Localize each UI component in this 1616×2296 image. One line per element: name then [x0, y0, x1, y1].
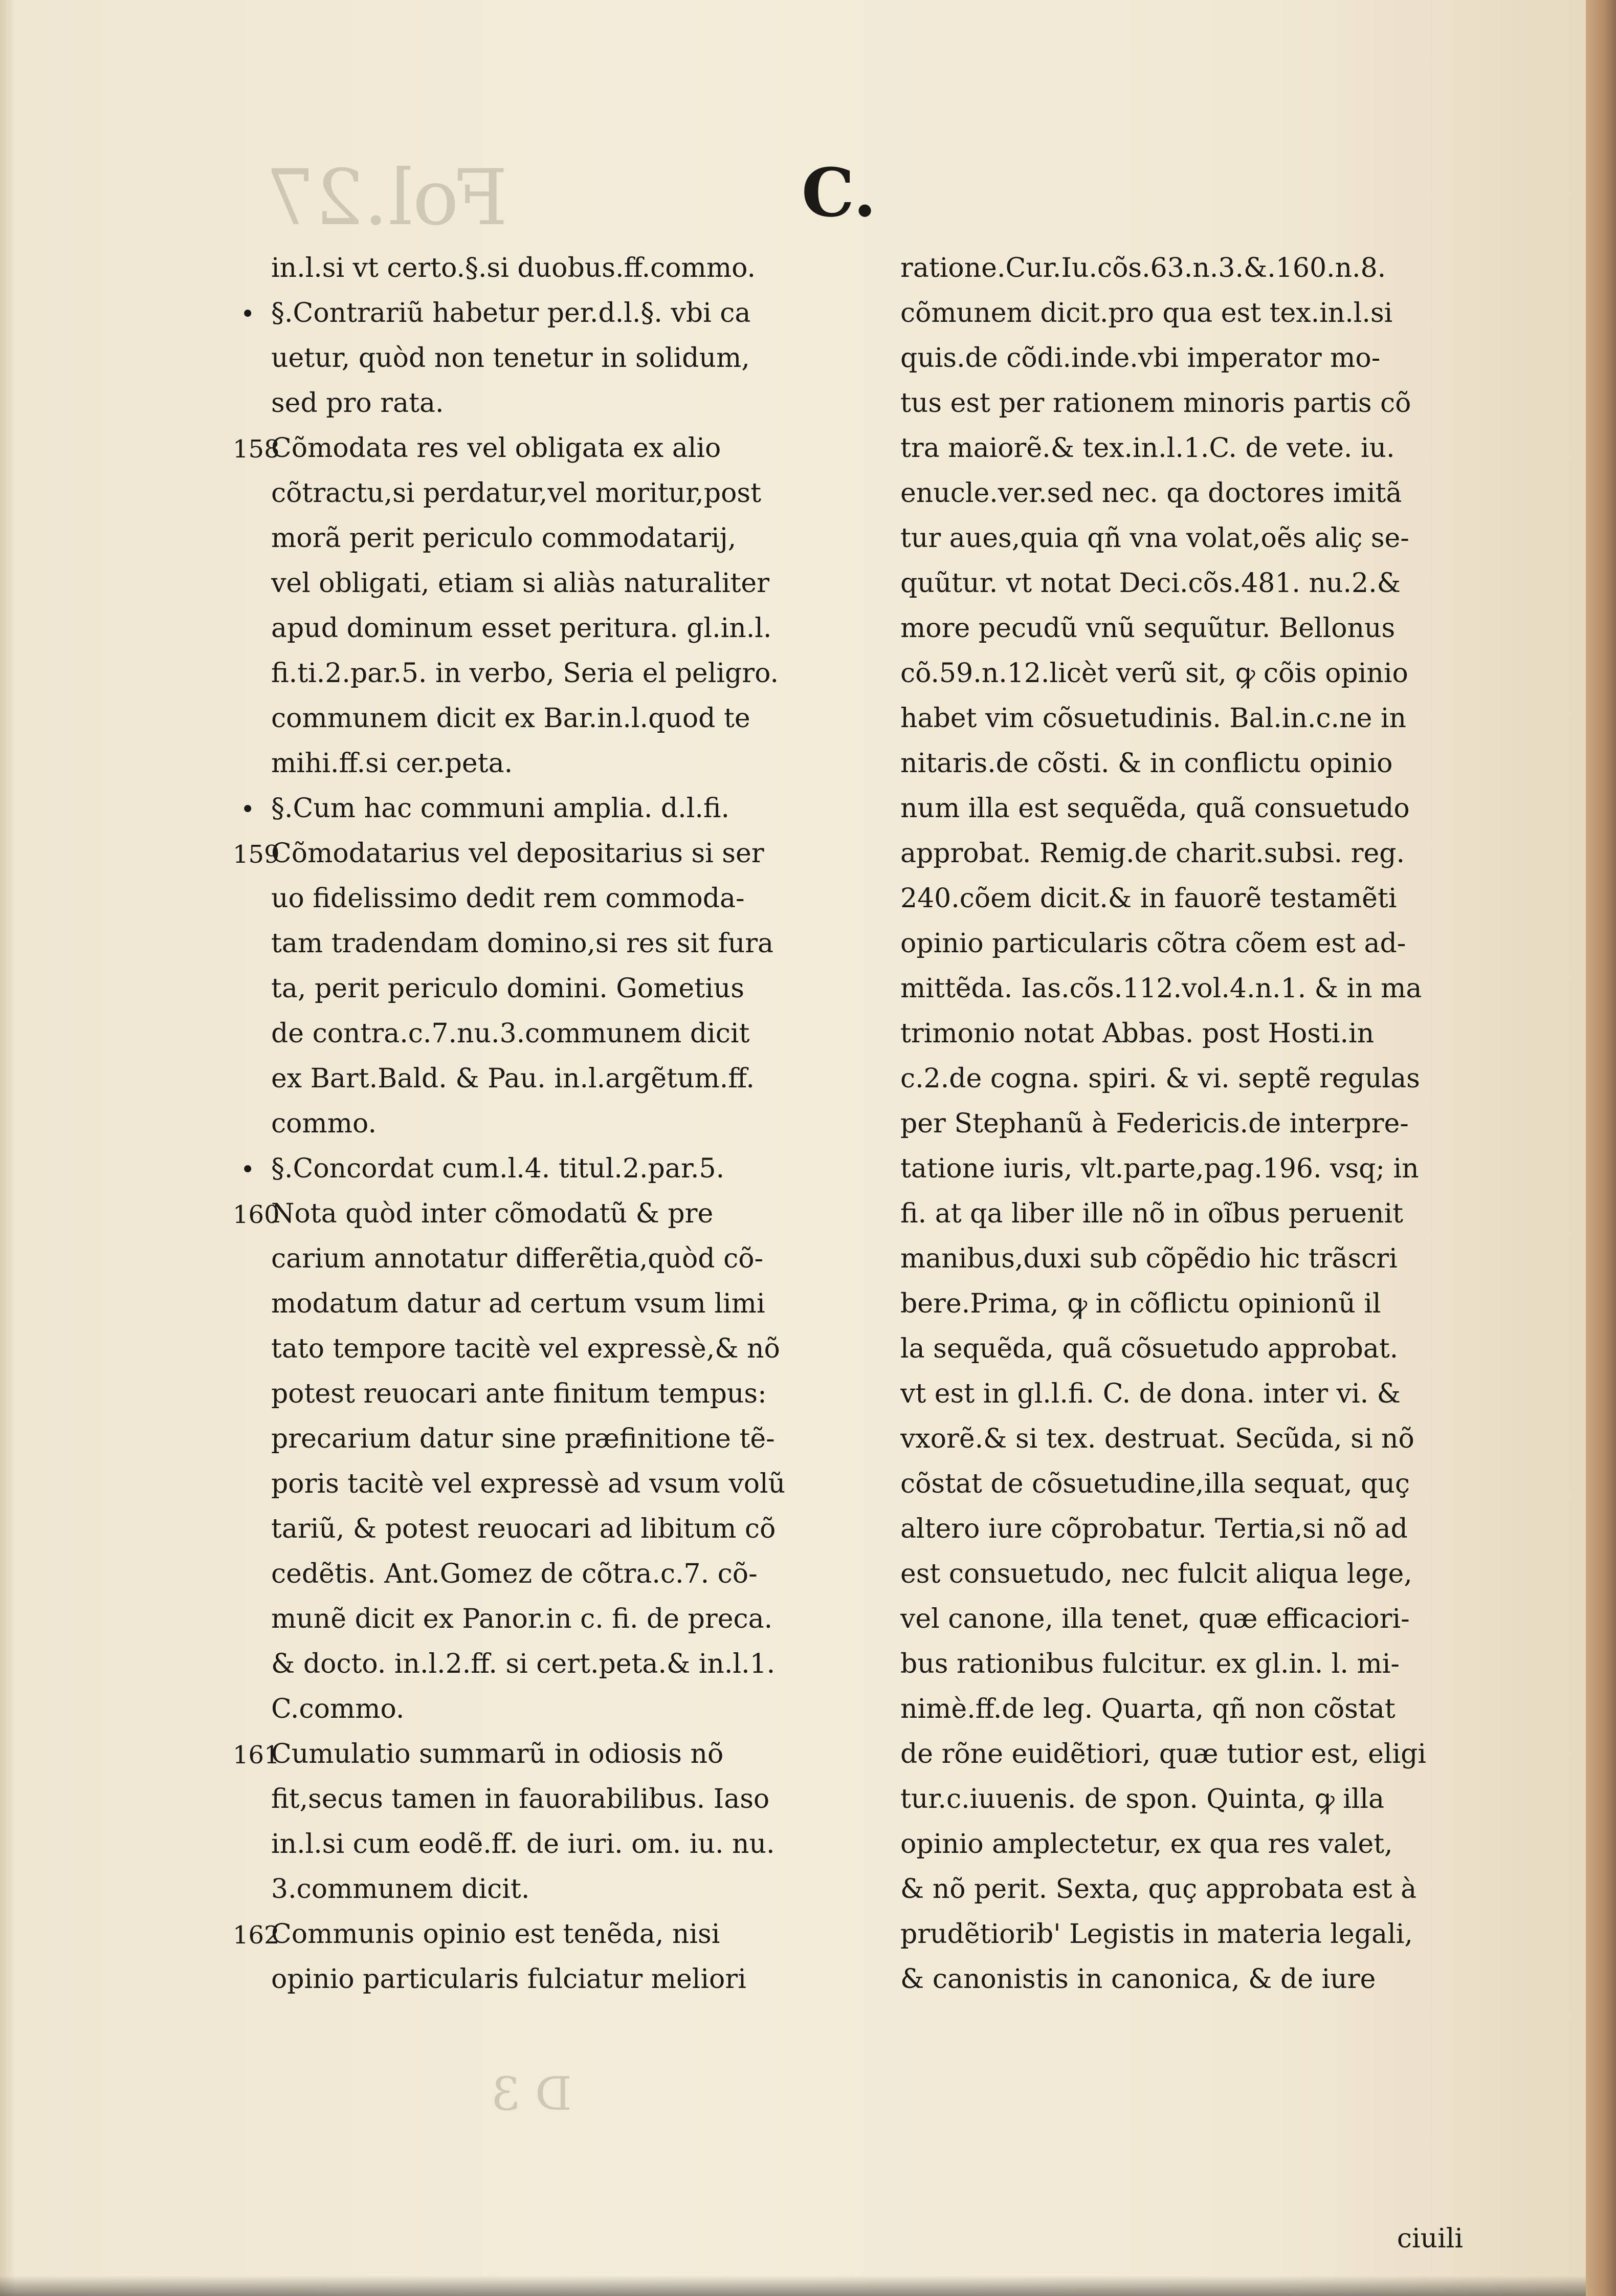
text-line: uetur, quòd non tenetur in solidum,	[271, 343, 750, 374]
text-line: morã perit periculo commodatarij,	[271, 523, 737, 554]
text-line: tra maiorẽ.& tex.in.l.1.C. de vete. iu.	[900, 433, 1395, 464]
entry-number: 162	[233, 1921, 280, 1950]
text-line: 3.communem dicit.	[271, 1874, 530, 1905]
text-line: vt est in gl.l.fi. C. de dona. inter vi. &	[900, 1379, 1401, 1409]
text-line: in.l.si vt certo.§.si duobus.ff.commo.	[271, 253, 756, 283]
text-line: poris tacitè vel expressè ad vsum volũ	[271, 1469, 786, 1499]
text-line: tur aues,quia qñ vna volat,oẽs aliç se-	[900, 523, 1409, 554]
text-line: cõ.59.n.12.licèt verũ sit, ꝙ cõis opinio	[900, 658, 1408, 689]
text-line: c.2.de cogna. spiri. & vi. septẽ regulas	[900, 1063, 1420, 1094]
paragraph-bullet: •	[240, 795, 255, 824]
text-line: altero iure cõprobatur. Tertia,si nõ ad	[900, 1514, 1408, 1544]
text-line: tato tempore tacitè vel expressè,& nõ	[271, 1333, 780, 1364]
text-line: more pecudũ vnũ sequũtur. Bellonus	[900, 613, 1396, 644]
text-line: in.l.si cum eodẽ.ff. de iuri. om. iu. nu.	[271, 1829, 775, 1860]
text-line: habet vim cõsuetudinis. Bal.in.c.ne in	[900, 703, 1406, 734]
text-line: enucle.ver.sed nec. qa doctores imitã	[900, 478, 1402, 509]
text-line: cõmunem dicit.pro qua est tex.in.l.si	[900, 298, 1393, 329]
entry-number: 161	[233, 1741, 280, 1769]
text-line: opinio particularis cõtra cõem est ad-	[900, 928, 1406, 959]
text-line: commo.	[271, 1108, 377, 1139]
text-line: munẽ dicit ex Panor.in c. fi. de preca.	[271, 1604, 773, 1634]
text-line: mittẽda. Ias.cõs.112.vol.4.n.1. & in ma	[900, 973, 1422, 1004]
text-line: §.Cum hac communi amplia. d.l.fi.	[271, 793, 730, 824]
text-line: cedẽtis. Ant.Gomez de cõtra.c.7. cõ-	[271, 1559, 758, 1589]
text-line: fi. at qa liber ille nõ in oĩbus peruenit	[900, 1198, 1403, 1229]
text-line: de contra.c.7.nu.3.communem dicit	[271, 1018, 750, 1049]
text-line: opinio amplectetur, ex qua res valet,	[900, 1829, 1393, 1860]
catchword: ciuili	[1397, 2223, 1463, 2254]
text-line: vxorẽ.& si tex. destruat. Secũda, si nõ	[900, 1424, 1414, 1454]
text-line: per Stephanũ à Federicis.de interpre-	[900, 1108, 1409, 1139]
text-line: bus rationibus fulcitur. ex gl.in. l. mi-	[900, 1649, 1400, 1679]
text-line: vel obligati, etiam si aliàs naturaliter	[271, 568, 770, 599]
text-line: cõtractu,si perdatur,vel moritur,post	[271, 478, 761, 509]
paragraph-bullet: •	[240, 1155, 255, 1184]
text-line: §.Concordat cum.l.4. titul.2.par.5.	[271, 1153, 725, 1184]
text-line: bere.Prima, ꝙ in cõflictu opinionũ il	[900, 1288, 1381, 1319]
signature-mark: C.	[801, 154, 877, 232]
text-line: tariũ, & potest reuocari ad libitum cõ	[271, 1514, 776, 1544]
show-through-signature: D 3	[491, 2067, 572, 2121]
text-line: tus est per rationem minoris partis cõ	[900, 388, 1411, 419]
text-line: ta, perit periculo domini. Gometius	[271, 973, 744, 1004]
text-line: fit,secus tamen in fauorabilibus. Iaso	[271, 1784, 770, 1814]
right-text-column	[900, 246, 1473, 2002]
entry-number: 158	[233, 435, 280, 464]
text-line: Cumulatio summarũ in odiosis nõ	[271, 1739, 724, 1769]
text-line: uo fidelissimo dedit rem commoda-	[271, 883, 745, 914]
text-line: nimè.ff.de leg. Quarta, qñ non cõstat	[900, 1694, 1396, 1724]
text-line: §.Contrariũ habetur per.d.l.§. vbi ca	[271, 298, 751, 329]
entry-number: 160	[233, 1200, 280, 1229]
text-line: trimonio notat Abbas. post Hosti.in	[900, 1018, 1375, 1049]
text-line: tatione iuris, vlt.parte,pag.196. vsq; in	[900, 1153, 1419, 1184]
text-line: & docto. in.l.2.ff. si cert.peta.& in.l.1.	[271, 1649, 776, 1679]
text-line: prudẽtiorib' Legistis in materia legali,	[900, 1919, 1413, 1950]
text-line: de rõne euidẽtiori, quæ tutior est, eligi	[900, 1739, 1427, 1769]
text-line: & nõ perit. Sexta, quç approbata est à	[900, 1874, 1417, 1905]
text-line: manibus,duxi sub cõpẽdio hic trãscri	[900, 1243, 1398, 1274]
text-line: approbat. Remig.de charit.subsi. reg.	[900, 838, 1405, 869]
text-line: ex Bart.Bald. & Pau. in.l.argẽtum.ff.	[271, 1063, 755, 1094]
show-through-folio: Fol.27	[266, 154, 508, 243]
text-line: precarium datur sine præfinitione tẽ-	[271, 1424, 775, 1454]
text-line: apud dominum esset peritura. gl.in.l.	[271, 613, 772, 644]
text-line: 240.cõem dicit.& in fauorẽ testamẽti	[900, 883, 1397, 914]
text-line: num illa est sequẽda, quã consuetudo	[900, 793, 1410, 824]
text-line: carium annotatur differẽtia,quòd cõ-	[271, 1243, 764, 1274]
text-line: sed pro rata.	[271, 388, 444, 419]
text-line: opinio particularis fulciatur meliori	[271, 1964, 746, 1995]
text-line: Communis opinio est tenẽda, nisi	[271, 1919, 720, 1950]
text-line: nitaris.de cõsti. & in conflictu opinio	[900, 748, 1393, 779]
entry-number: 159	[233, 840, 280, 869]
text-line: Cõmodata res vel obligata ex alio	[271, 433, 721, 464]
text-line: la sequẽda, quã cõsuetudo approbat.	[900, 1333, 1399, 1364]
text-line: mihi.ff.si cer.peta.	[271, 748, 513, 779]
text-line: & canonistis in canonica, & de iure	[900, 1964, 1376, 1995]
text-line: quũtur. vt notat Deci.cõs.481. nu.2.&	[900, 568, 1401, 599]
paragraph-bullet: •	[240, 300, 255, 329]
left-text-column	[271, 246, 844, 2002]
text-line: fi.ti.2.par.5. in verbo, Seria el peligro.	[271, 658, 779, 689]
text-line: ratione.Cur.Iu.cõs.63.n.3.&.160.n.8.	[900, 253, 1386, 283]
text-line: est consuetudo, nec fulcit aliqua lege,	[900, 1559, 1412, 1589]
page-edge	[1586, 0, 1616, 2296]
text-line: Cõmodatarius vel depositarius si ser	[271, 838, 764, 869]
text-line: quis.de cõdi.inde.vbi imperator mo-	[900, 343, 1381, 374]
text-line: Nota quòd inter cõmodatũ & pre	[271, 1198, 714, 1229]
text-line: communem dicit ex Bar.in.l.quod te	[271, 703, 750, 734]
text-line: potest reuocari ante finitum tempus:	[271, 1379, 767, 1409]
text-line: vel canone, illa tenet, quæ efficaciori-	[900, 1604, 1410, 1634]
text-line: tam tradendam domino,si res sit fura	[271, 928, 774, 959]
text-line: modatum datur ad certum vsum limi	[271, 1288, 765, 1319]
text-line: cõstat de cõsuetudine,illa sequat, quç	[900, 1469, 1410, 1499]
text-line: C.commo.	[271, 1694, 405, 1724]
text-line: tur.c.iuuenis. de spon. Quinta, ꝙ illa	[900, 1784, 1385, 1814]
